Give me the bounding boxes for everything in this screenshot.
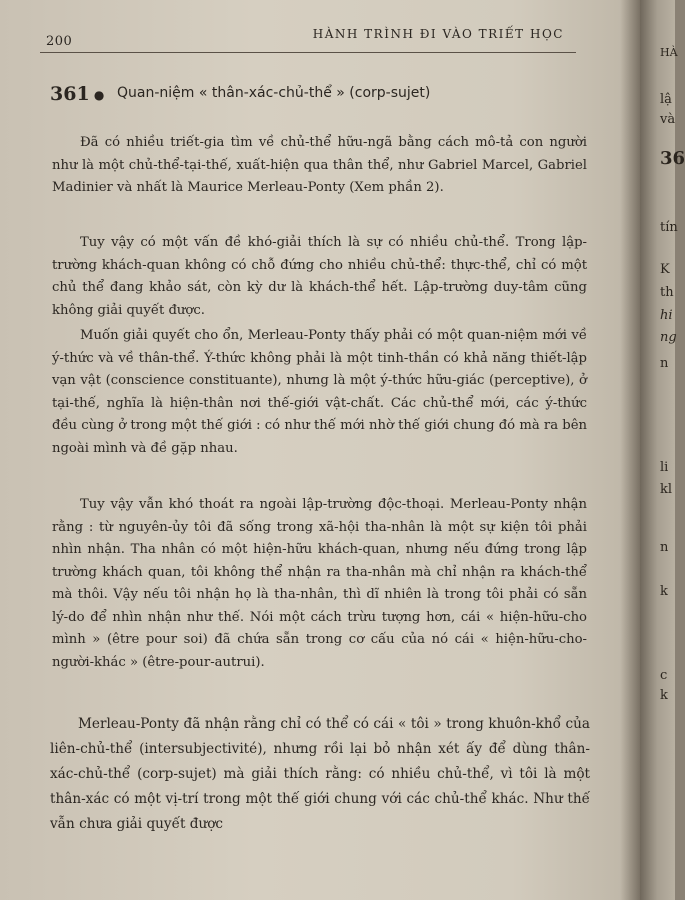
header-rule: [40, 52, 576, 53]
paragraph-2: Tuy vậy có một vấn đề khó-giải thích là sự có nhiều chủ-thể. Trong lập-trường khách-quan không có chỗ đứng cho nhiều chủ-thể: thực-thể, chỉ có một chủ thể đang khảo sát, còn kỳ dư là khách-thể hết. Lập-trường duy-tâm cũng không giải quyết được.: [52, 235, 587, 318]
next-page-fragment: k: [660, 688, 668, 703]
next-page-fragment: n: [660, 540, 669, 555]
next-page-fragment: n: [660, 356, 669, 371]
book-page-right-edge: [640, 0, 685, 900]
next-page-fragment: K: [660, 262, 670, 277]
running-head: HÀNH TRÌNH ĐI VÀO TRIẾT HỌC: [312, 27, 564, 41]
next-page-fragment: tín: [660, 220, 678, 235]
next-page-fragment: k: [660, 584, 668, 599]
paragraph-1: Đã có nhiều triết-gia tìm về chủ-thể hữu-ngã bằng cách mô-tả con người như là một chủ-thể-tại-thế, xuất-hiện qua thân thể, như Gabriel Marcel, Gabriel Madinier và nhất là Maurice Merleau-Ponty (Xem phần 2).: [52, 135, 587, 195]
paragraph-4: Tuy vậy vẫn khó thoát ra ngoài lập-trường độc-thoại. Merleau-Ponty nhận rằng : từ nguyên-ủy tôi đã sống trong xã-hội tha-nhân là một sự kiện tôi phải nhìn nhận. Tha nhân có một hiện-hữu khách-quan, nhưng nếu đứng trong lập trường khách quan, tôi không thể nhận ra tha-nhân mà chỉ nhận ra khách-thể mà thôi. Vậy nếu tôi nhận họ là tha-nhân, thì dĩ nhiên là trong tôi phải có sẵn lý-do để nhìn nhận như thế. Nói một cách trừu tượng hơn, cái « hiện-hữu-cho mình » (être pour soi) đã chứa sẵn trong cơ cấu của nó cái « hiện-hữu-cho-người-khác » (être-pour-autrui).: [52, 497, 587, 670]
next-page-fragment: kl: [660, 482, 673, 497]
next-page-fragment: c: [660, 668, 668, 683]
page-gutter-shadow: [620, 0, 640, 900]
section-number: 361 ●: [50, 83, 105, 105]
next-page-fragment: li: [660, 460, 669, 475]
paragraph-3: Muốn giải quyết cho ổn, Merleau-Ponty thấy phải có một quan-niệm mới về ý-thức và về thân-thể. Ý-thức không phải là một tinh-thần có khả năng thiết-lập vạn vật (conscience constituante), nhưng là một ý-thức hữu-giác (perceptive), ở tại-thế, nghĩa là hiện-thân nơi thế-giới vật-chất. Các chủ-thể mới, các ý-thức đều cùng ở trong một thế giới : có như thế mới nhờ thế giới chung đó mà ra bên ngoài mình và đề gặp nhau.: [52, 328, 587, 456]
next-page-fragment: ng: [660, 330, 677, 345]
next-page-fragment: hi: [660, 308, 673, 323]
page-number: 200: [46, 34, 73, 49]
next-page-fragment: 36: [660, 148, 685, 169]
next-page-fragment: HÀ: [660, 46, 678, 59]
section-title: Quan-niệm « thân-xác-chủ-thể » (corp-sujet): [117, 85, 431, 101]
next-page-fragment: lậ: [660, 92, 672, 107]
next-page-fragment: th: [660, 285, 674, 300]
next-page-fragment: và: [660, 112, 676, 127]
paragraph-5: Merleau-Ponty đã nhận rằng chỉ có thể có cái « tôi » trong khuôn-khổ của liên-chủ-thể (intersubjectivité), nhưng rồi lại bỏ nhận xét ấy để dùng thân-xác-chủ-thể (corp-sujet) mà giải thích rằng: có nhiều chủ-thể, vì tôi là một thân-xác có một vị-trí trong một thế giới chung với các chủ-thể khác. Như thế vẫn chưa giải quyết được: [50, 716, 590, 832]
